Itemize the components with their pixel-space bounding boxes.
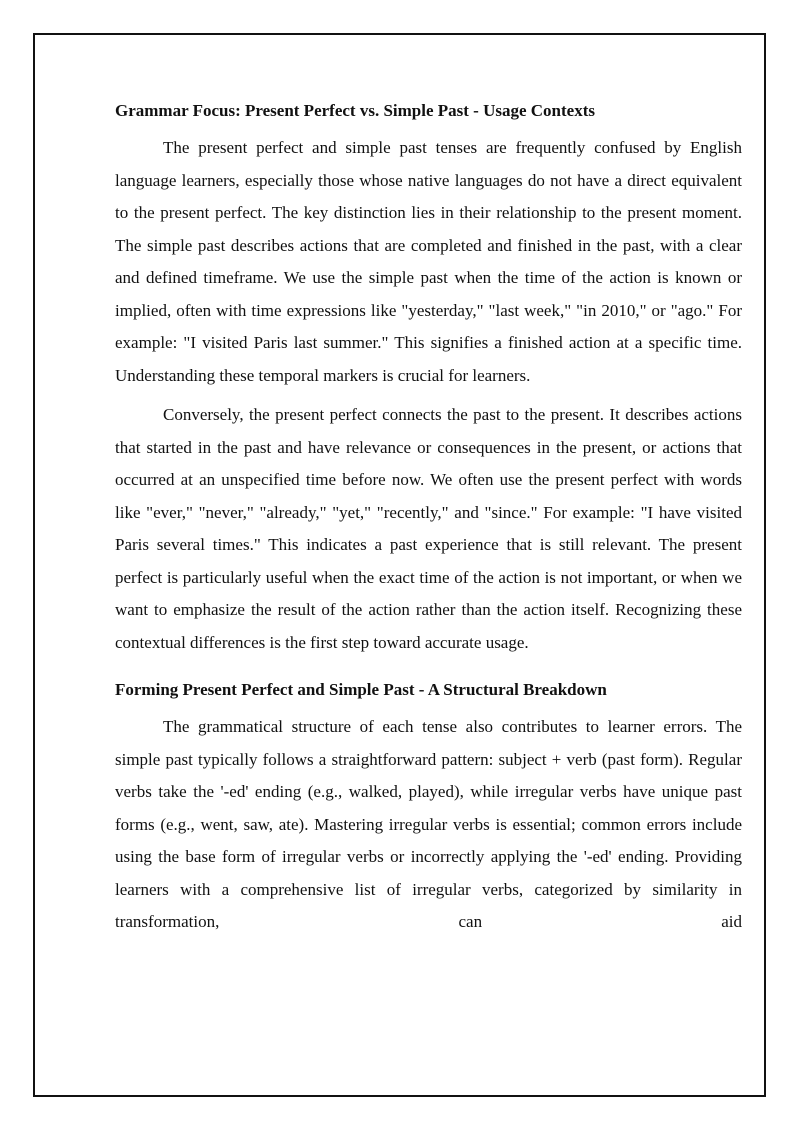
document-body [115,98,742,939]
section-usage-contexts [115,98,742,659]
section-heading: Grammar Focus: Present Perfect vs. Simple Past - Usage Contexts [115,101,595,120]
body-paragraph: Conversely, the present perfect connects the past to the present. It describes actions that started in the past and have relevance or consequences in the present, or actions that occurred at an unspecified time before now. We often use the present perfect with words like "ever," "never," "already," "yet," "recently," and "since." For example: "I have visited Paris several times." This indicates a past experience that is still relevant. The present perfect is particularly useful when the exact time of the action is not important, or when we want to emphasize the result of the action rather than the action itself. Recognizing these contextual differences is the first step toward accurate usage. [115,405,742,652]
body-paragraph: The present perfect and simple past tenses are frequently confused by English language learners, especially those whose native languages do not have a direct equivalent to the present perfect. The key distinction lies in their relationship to the present moment. The simple past describes actions that are completed and finished in the past, with a clear and defined timeframe. We use the simple past when the time of the action is known or implied, often with time expressions like "yesterday," "last week," "in 2010," or "ago." For example: "I visited Paris last summer." This signifies a finished action at a specific time. Understanding these temporal markers is crucial for learners. [115,138,742,385]
section-heading: Forming Present Perfect and Simple Past - A Structural Breakdown [115,680,607,699]
section-structural-breakdown [115,677,742,939]
body-paragraph: The grammatical structure of each tense also contributes to learner errors. The simple past typically follows a straightforward pattern: subject + verb (past form). Regular verbs take the '-ed' ending (e.g., walked, played), while irregular verbs have unique past forms (e.g., went, saw, ate). Mastering irregular verbs is essential; common errors include using the base form of irregular verbs or incorrectly applying the '-ed' ending. Providing learners with a comprehensive list of irregular verbs, categorized by similarity in transformation, can aid [115,717,742,931]
